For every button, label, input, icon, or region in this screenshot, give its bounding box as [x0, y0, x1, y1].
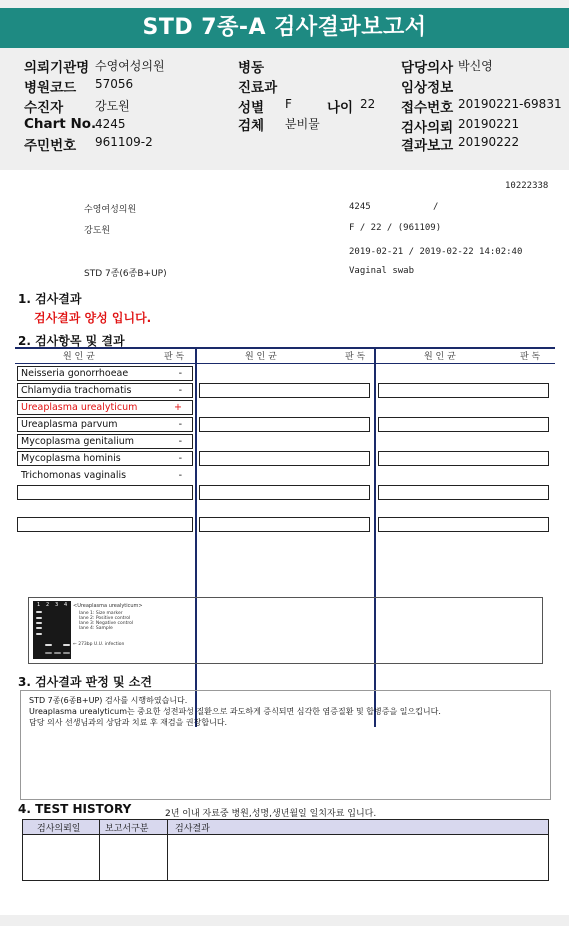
gel-band [63, 644, 70, 646]
report-date-label: 결과보고 [401, 138, 454, 154]
result-row [17, 383, 193, 398]
lane-number: 2 [46, 602, 50, 608]
pathogen-name: Trichomonas vaginalis [21, 470, 127, 481]
gel-legend-item: lane 3: Negative control [79, 621, 134, 626]
doctor-value: 박신영 [458, 59, 493, 73]
gel-title: <Ureaplasma urealyticum> [73, 603, 143, 609]
gel-band [36, 617, 42, 619]
pathogen-result: - [178, 470, 182, 481]
sex-value: F [285, 97, 292, 111]
clinical-label: 임상정보 [401, 80, 454, 96]
gel-band [36, 633, 42, 635]
history-table [22, 819, 549, 881]
section2-title: 2. 검사항목 및 결과 [18, 334, 125, 348]
meta-chart: 4245 [349, 202, 371, 212]
section3-title: 3. 검사결과 판정 및 소견 [18, 675, 152, 689]
hospital-code-label: 병원코드 [24, 80, 77, 96]
pathogen-result: + [174, 402, 182, 413]
history-col-request-date: 검사의뢰일 [37, 824, 81, 834]
col-judge-3: 판 독 [520, 352, 541, 362]
pathogen-result: - [178, 368, 182, 379]
gel-legend-item: lane 2: Positive control [79, 616, 131, 621]
history-col-divider [99, 820, 100, 880]
empty-row [199, 451, 370, 466]
column-separator [195, 349, 197, 727]
specimen-label: 검체 [238, 118, 265, 134]
patient-value: 강도원 [95, 99, 130, 113]
col-judge-1: 판 독 [164, 352, 185, 362]
pathogen-result: - [178, 453, 182, 464]
empty-row [378, 417, 549, 432]
age-value: 22 [360, 97, 376, 111]
empty-row [378, 383, 549, 398]
results-table-header [15, 349, 555, 362]
gel-electrophoresis-figure [28, 597, 543, 664]
result-row [17, 366, 193, 381]
pathogen-name: Mycoplasma genitalium [21, 436, 135, 447]
pathogen-name: Mycoplasma hominis [21, 453, 121, 464]
patient-info-block [0, 54, 569, 160]
doctor-label: 담당의사 [401, 60, 454, 76]
meta-test: STD 7종(6종B+UP) [84, 269, 167, 279]
pathogen-result: - [178, 436, 182, 447]
gel-band [45, 644, 52, 646]
pathogen-name: Chlamydia trachomatis [21, 385, 132, 396]
rrn-label: 주민번호 [24, 138, 77, 154]
report-title: STD 7종-A 검사결과보고서 [0, 8, 569, 48]
result-row [17, 417, 193, 432]
dept-label: 진료과 [238, 80, 278, 96]
gel-band [45, 652, 52, 654]
history-note: 2년 이내 자료중 병원,성명,생년월일 일치자료 입니다. [165, 809, 377, 819]
pathogen-result: - [178, 419, 182, 430]
pathogen-result: - [178, 385, 182, 396]
lane-number: 3 [55, 602, 59, 608]
section4-title: 4. TEST HISTORY [18, 802, 132, 816]
empty-row [378, 485, 549, 500]
opinion-line: 담당 의사 선생님과의 상담과 치료 후 재검을 권장합니다. [29, 718, 228, 727]
empty-row [17, 485, 193, 500]
opinion-line: STD 7종(6종B+UP) 검사를 시행하였습니다. [29, 696, 188, 705]
empty-row [199, 517, 370, 532]
gel-band [36, 622, 42, 624]
meta-sex-age: F / 22 / (961109) [349, 223, 442, 233]
gel-band [54, 652, 61, 654]
gel-band-label: ← 273bp U.U. infection [73, 642, 125, 647]
result-row [17, 451, 193, 466]
history-col-divider [167, 820, 168, 880]
institution-label: 의뢰기관명 [24, 60, 90, 76]
pathogen-name: Ureaplasma parvum [21, 419, 118, 430]
empty-row [378, 517, 549, 532]
pathogen-name: Ureaplasma urealyticum [21, 402, 138, 413]
receipt-label: 접수번호 [401, 100, 454, 116]
patient-label: 수진자 [24, 100, 64, 116]
col-judge-2: 판 독 [345, 352, 366, 362]
meta-slash: / [433, 202, 439, 212]
gel-band [36, 627, 42, 629]
chart-value: 4245 [95, 117, 126, 131]
results-table-header-line [15, 363, 555, 364]
chart-label: Chart No. [24, 116, 97, 132]
receipt-value: 20190221-69831 [458, 97, 562, 111]
gel-band [63, 652, 70, 654]
gel-image [33, 601, 71, 659]
institution-value: 수영여성의원 [95, 59, 165, 73]
result-row [17, 468, 193, 483]
history-table-header [23, 820, 548, 835]
report-id: 10222338 [505, 181, 549, 191]
history-col-result: 검사결과 [175, 824, 210, 834]
ward-label: 병동 [238, 60, 265, 76]
col-pathogen-2: 원 인 균 [245, 352, 277, 362]
col-pathogen-3: 원 인 균 [424, 352, 456, 362]
report-sheet [0, 170, 569, 915]
empty-row [199, 485, 370, 500]
empty-row [378, 451, 549, 466]
column-separator [374, 349, 376, 727]
lane-number: 1 [37, 602, 41, 608]
hospital-code-value: 57056 [95, 77, 134, 91]
empty-row [199, 383, 370, 398]
empty-row [199, 417, 370, 432]
lane-number: 4 [64, 602, 68, 608]
gel-band [36, 611, 42, 613]
gel-legend-item: lane 4: Sample [79, 626, 113, 631]
result-row [17, 434, 193, 449]
pathogen-name: Neisseria gonorrhoeae [21, 368, 129, 379]
gel-legend-item: lane 1: Size marker [79, 611, 123, 616]
empty-row [17, 517, 193, 532]
col-pathogen-1: 원 인 균 [63, 352, 95, 362]
age-label: 나이 [327, 100, 354, 116]
opinion-box [20, 690, 551, 800]
specimen-value: 분비물 [285, 117, 320, 131]
report-date-value: 20190222 [458, 135, 520, 149]
rrn-value: 961109-2 [95, 135, 153, 149]
history-col-report-type: 보고서구분 [105, 824, 149, 834]
sex-label: 성별 [238, 100, 265, 116]
request-value: 20190221 [458, 117, 520, 131]
meta-patient: 강도원 [84, 226, 111, 236]
meta-dates: 2019-02-21 / 2019-02-22 14:02:40 [349, 247, 523, 257]
section1-title: 1. 검사결과 [18, 292, 82, 306]
result-row-positive [17, 400, 193, 415]
result-summary: 검사결과 양성 입니다. [34, 311, 152, 325]
meta-specimen: Vaginal swab [349, 266, 415, 276]
opinion-line: Ureaplasma urealyticum는 중요한 성전파성 질환으로 과도하게 증식되면 심각한 염증질환 및 합병증을 일으킵니다. [29, 707, 441, 716]
meta-clinic: 수영여성의원 [84, 205, 137, 215]
request-label: 검사의뢰 [401, 120, 454, 136]
